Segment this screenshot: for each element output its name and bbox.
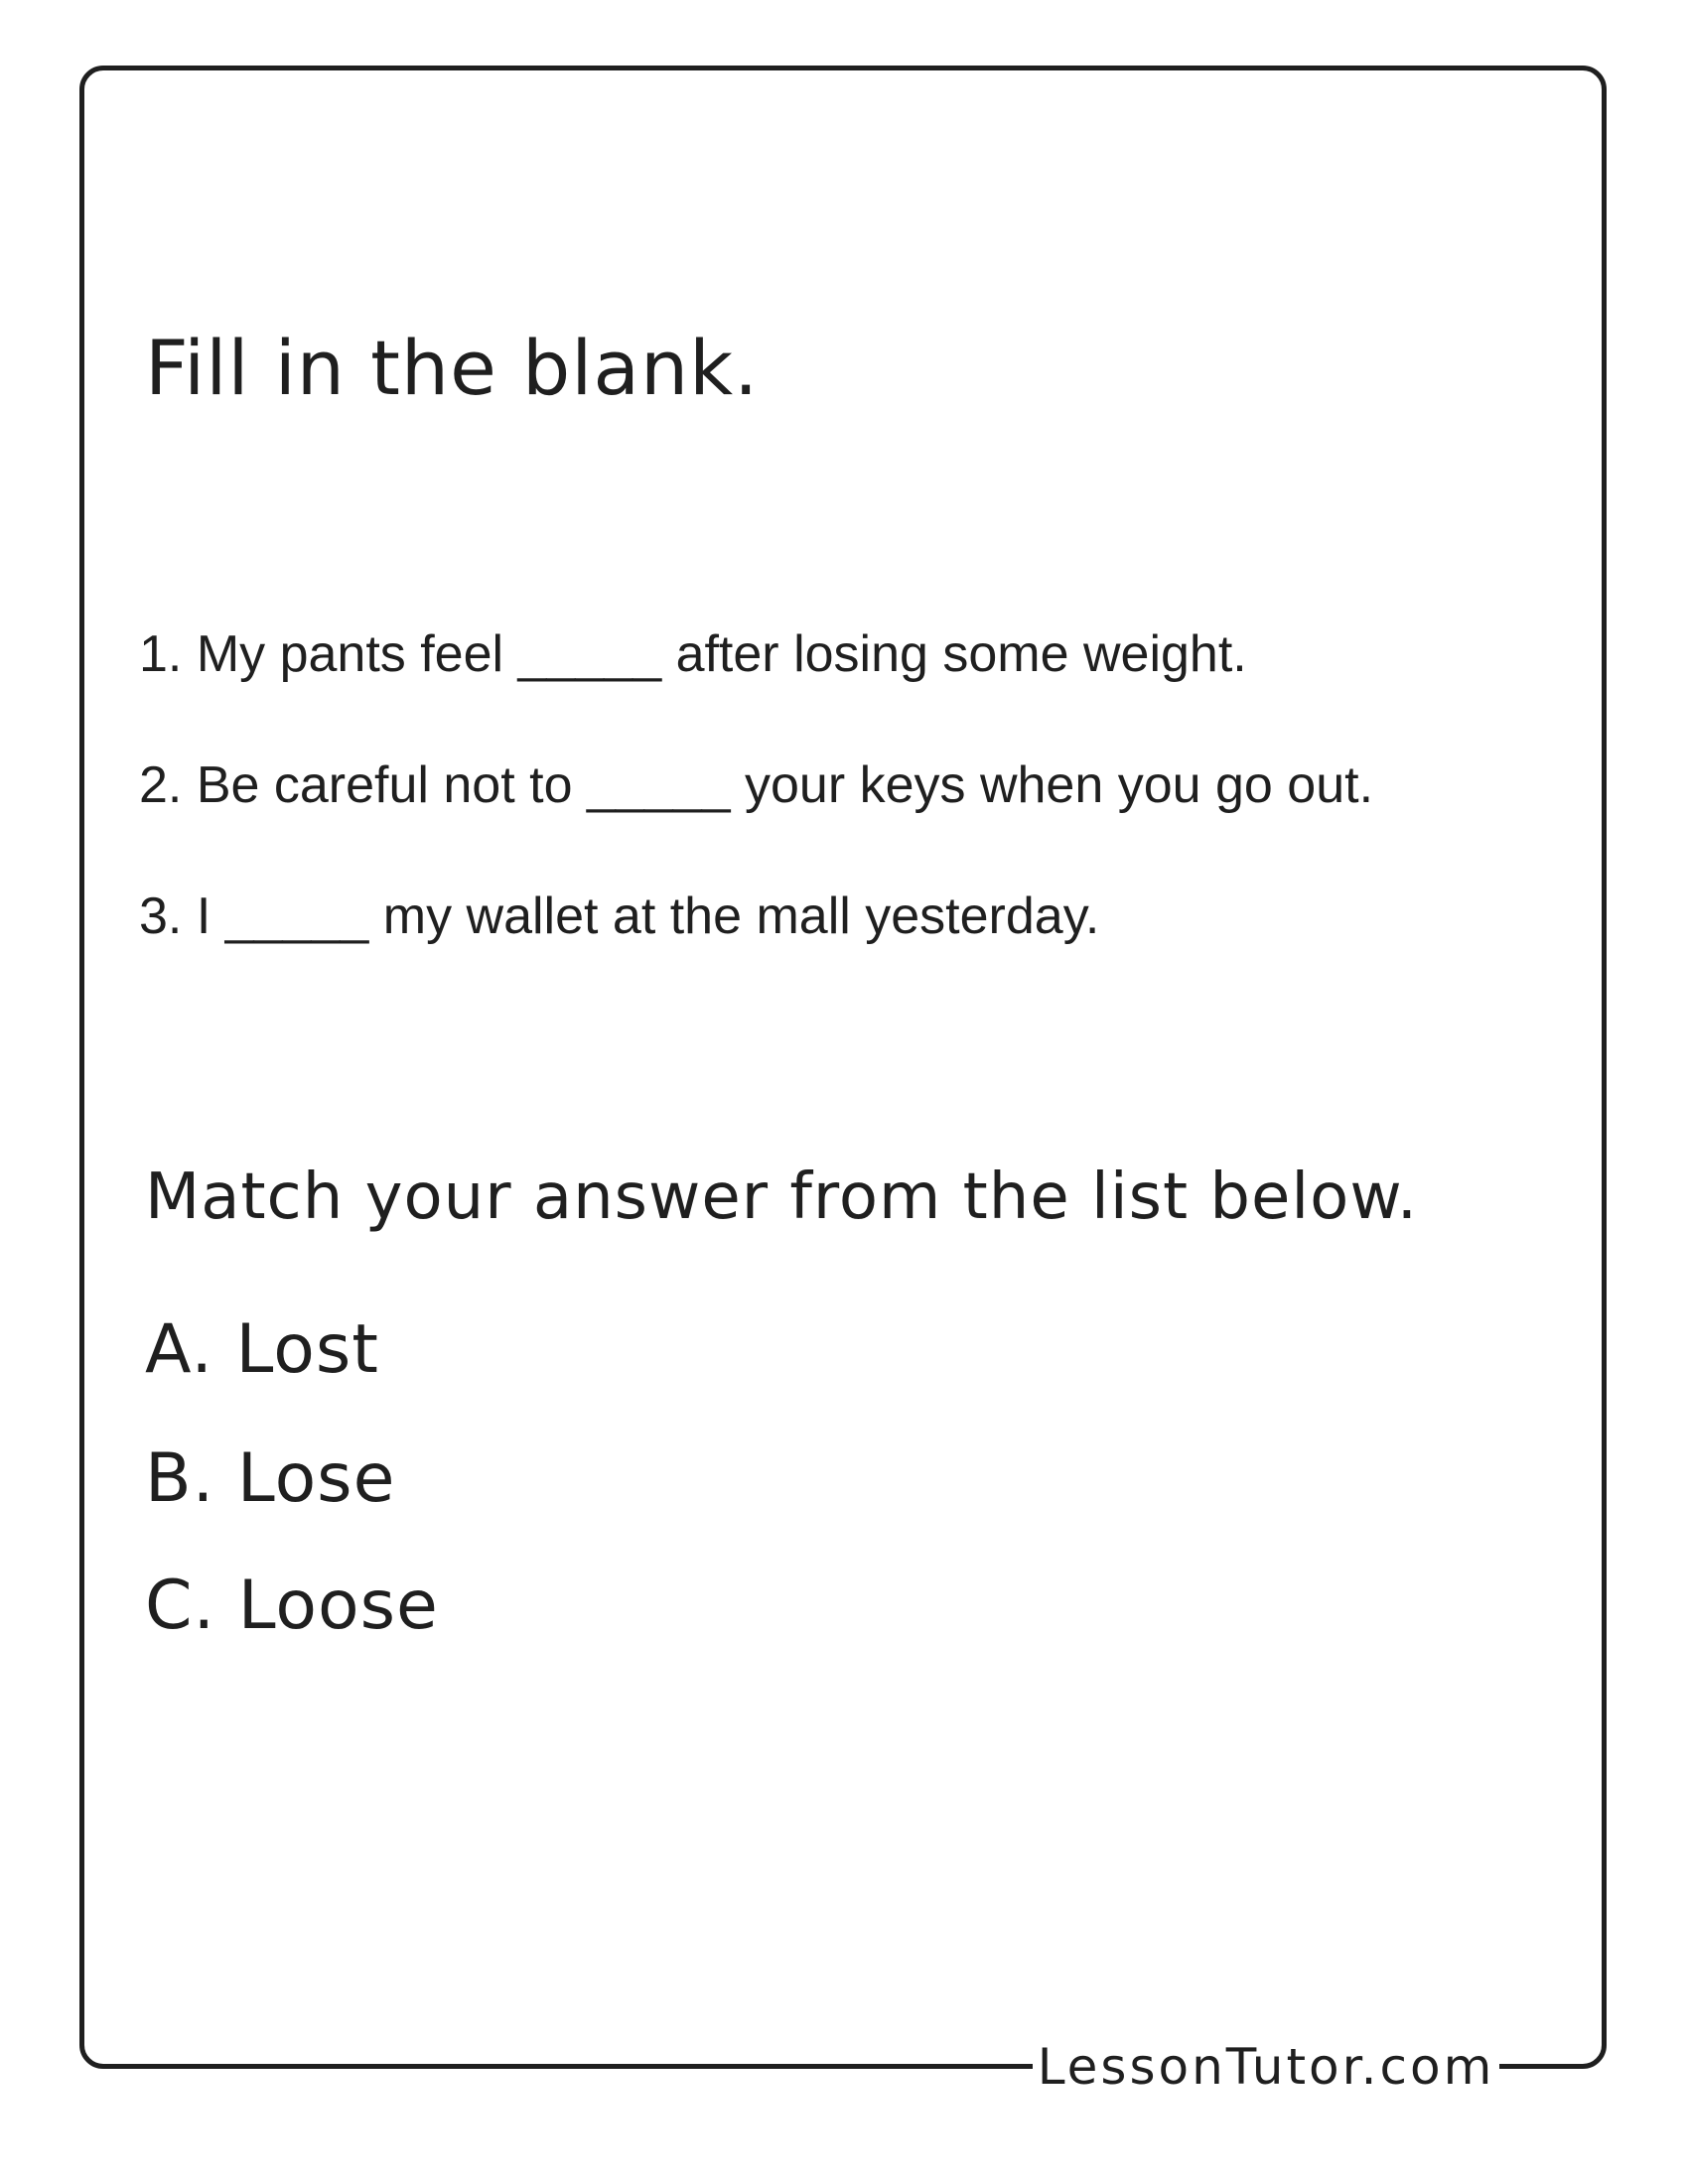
worksheet-title: Fill in the blank. [145,324,760,412]
answer-option-c: C. Loose [145,1567,439,1645]
answer-option-b: B. Lose [145,1439,396,1518]
footer-site-label: LessonTutor.com [1037,2038,1495,2096]
question-2: 2. Be careful not to _____ your keys when you go out. [139,756,1374,814]
question-1: 1. My pants feel _____ after losing some weight. [139,625,1247,683]
match-instruction: Match your answer from the list below. [145,1160,1419,1234]
answer-option-a: A. Lost [145,1310,379,1389]
question-3: 3. I _____ my wallet at the mall yesterday. [139,887,1100,945]
